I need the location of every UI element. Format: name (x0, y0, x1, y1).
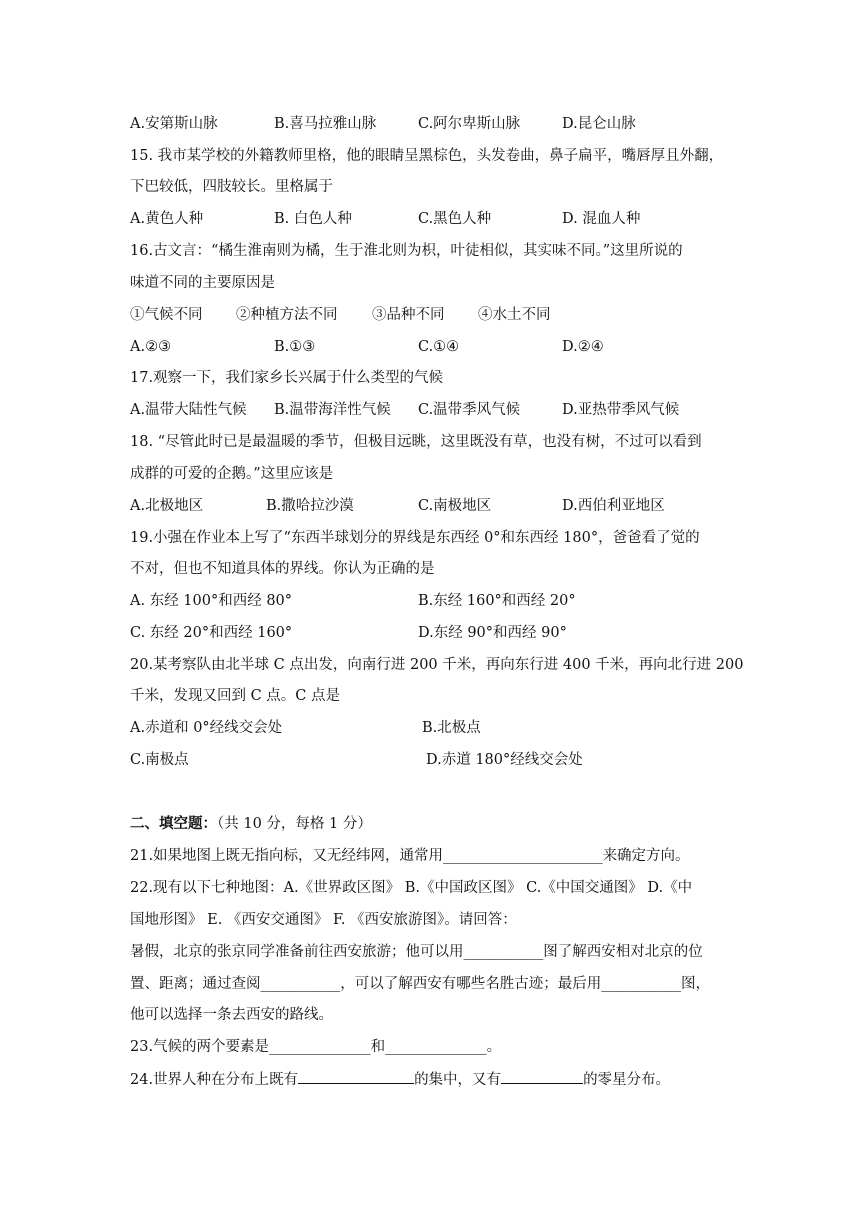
section-2-title: 二、填空题： (130, 815, 217, 832)
q24-blank-2[interactable] (501, 1069, 583, 1084)
q19-stem-line2: 不对，但也不知道具体的界线。你认为正确的是 (130, 561, 435, 577)
q23-blank-1[interactable]: ______________ (269, 1039, 371, 1055)
q24-post: 的零星分布。 (583, 1072, 671, 1088)
q14-option-d: D.昆仑山脉 (562, 116, 636, 132)
q24-blank-1[interactable] (298, 1069, 414, 1084)
q24 (130, 1069, 740, 1090)
q23-pre: 23.气候的两个要素是 (130, 1039, 270, 1055)
q17-option-a: A.温带大陆性气候 (130, 402, 247, 418)
q14-option-c: C.阿尔卑斯山脉 (418, 116, 521, 132)
q18-option-d: D.西伯利亚地区 (562, 498, 665, 514)
q20-stem-line1: 20.某考察队由北半球 C 点出发，向南行进 200 千米，再向东行进 400 千米，再向北行进 200 (130, 657, 744, 673)
q19-option-c: C. 东经 20°和西经 160° (130, 625, 293, 641)
q22-line3-pre: 暑假，北京的张京同学准备前往西安旅游；他可以用 (130, 944, 464, 960)
q22-line3-post: 图了解西安相对北京的位 (543, 944, 703, 960)
q16-statement-4: ④水土不同 (478, 307, 551, 323)
q19-option-a: A. 东经 100°和西经 80° (130, 593, 293, 609)
q17-option-c: C.温带季风气候 (418, 402, 521, 418)
q15-option-c: C.黑色人种 (418, 211, 492, 227)
section-2-header (130, 814, 740, 834)
q16-option-b: B.①③ (274, 339, 316, 355)
q19-option-d: D.东经 90°和西经 90° (418, 625, 567, 641)
q19-stem-line1: 19.小强在作业本上写了“东西半球划分的界线是东西经 0°和东西经 180°，爸爸看了觉的 (130, 530, 700, 546)
q15-stem-line1: 15. 我市某学校的外籍教师里格，他的眼睛呈黑棕色，头发卷曲，鼻子扁平，嘴唇厚且外翻， (130, 148, 724, 164)
q18-option-b: B.撒哈拉沙漠 (266, 498, 354, 514)
section-2-note: （共 10 分，每格 1 分） (217, 816, 372, 832)
q15-option-a: A.黄色人种 (130, 211, 204, 227)
q22-blank-3[interactable]: ___________ (601, 976, 681, 992)
q21-pre: 21.如果地图上既无指向标，又无经纬网，通常用 (130, 848, 444, 864)
q22-line4-pre: 置、距离；通过查阅 (130, 976, 261, 992)
q17-option-b: B.温带海洋性气候 (274, 402, 391, 418)
q22-line5: 他可以选择一条去西安的路线。 (130, 1007, 333, 1023)
q16-statement-2: ②种植方法不同 (236, 307, 338, 323)
q16-option-c: C.①④ (418, 339, 460, 355)
q18-stem-line1: 18. “尽管此时已是最温暖的季节，但极目远眺，这里既没有草，也没有树，不过可以看到 (130, 434, 702, 450)
q15-option-b: B. 白色人种 (274, 211, 352, 227)
q14-option-b: B.喜马拉雅山脉 (274, 116, 377, 132)
q22-stem-line1: 22.现有以下七种地图：A.《世界政区图》 B.《中国政区图》 C.《中国交通图》 D.《中 (130, 880, 693, 896)
q21-blank[interactable]: ______________________ (443, 848, 603, 864)
q14-option-a: A.安第斯山脉 (130, 116, 218, 132)
q22-blank-1[interactable]: ___________ (463, 944, 544, 960)
q18-option-c: C.南极地区 (418, 498, 492, 514)
q21-post: 来确定方向。 (602, 848, 690, 864)
q16-stem-line2: 味道不同的主要原因是 (130, 275, 275, 291)
q20-option-c: C.南极点 (130, 752, 189, 768)
q16-option-d: D.②④ (562, 339, 604, 355)
q24-pre: 24.世界人种在分布上既有 (130, 1072, 299, 1088)
q24-mid: 的集中，又有 (414, 1072, 502, 1088)
q22-line4-mid: ，可以了解西安有哪些名胜古迹；最后用 (340, 976, 602, 992)
q23-post: 。 (486, 1039, 502, 1055)
q18-stem-line2: 成群的可爱的企鹅。”这里应该是 (130, 466, 334, 482)
q21 (130, 846, 740, 866)
q20-option-d: D.赤道 180°经线交会处 (426, 752, 583, 768)
q18-option-a: A.北极地区 (130, 498, 204, 514)
q20-stem-line2: 千米，发现又回到 C 点。C 点是 (130, 688, 341, 704)
q16-stem-line1: 16.古文言：“橘生淮南则为橘，生于淮北则为枳，叶徒相似，其实味不同。”这里所说的 (130, 243, 683, 259)
q22-stem-line2: 国地形图》 E. 《西安交通图》 F. 《西安旅游图》。请回答： (130, 912, 517, 928)
q20-option-a: A.赤道和 0°经线交会处 (130, 720, 283, 736)
q17-option-d: D.亚热带季风气候 (562, 402, 680, 418)
q16-option-a: A.②③ (130, 339, 172, 355)
q23 (130, 1037, 740, 1057)
q17-stem: 17.观察一下，我们家乡长兴属于什么类型的气候 (130, 370, 444, 386)
q22-line4-post: 图， (681, 976, 710, 992)
q22-blank-2[interactable]: ___________ (260, 976, 341, 992)
q16-statement-3: ③品种不同 (372, 307, 445, 323)
q23-blank-2[interactable]: ______________ (385, 1039, 487, 1055)
q15-stem-line2: 下巴较低，四肢较长。里格属于 (130, 179, 333, 195)
q23-mid: 和 (370, 1039, 386, 1055)
q22-line4 (130, 974, 740, 994)
q20-option-b: B.北极点 (422, 720, 481, 736)
q22-line3 (130, 942, 740, 962)
q16-statement-1: ①气候不同 (130, 307, 203, 323)
q15-option-d: D. 混血人种 (562, 211, 641, 227)
q19-option-b: B.东经 160°和西经 20° (418, 593, 576, 609)
